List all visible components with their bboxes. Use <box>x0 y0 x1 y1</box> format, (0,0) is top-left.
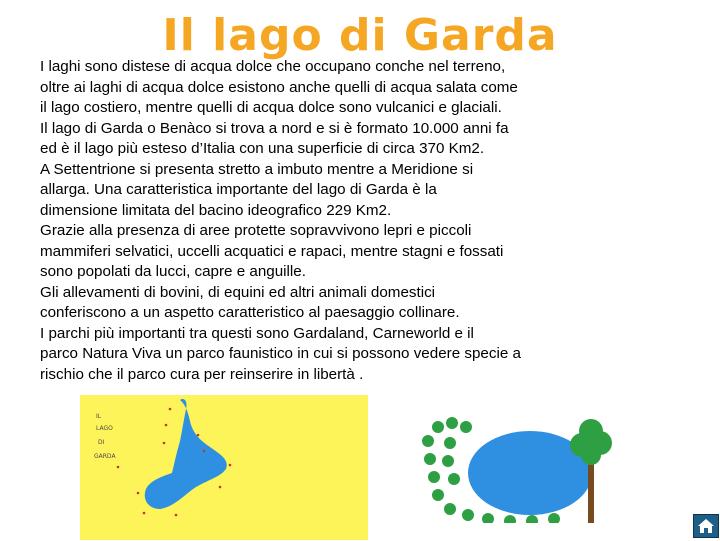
map-label: LAGO <box>96 425 113 432</box>
lake-map-image <box>80 395 368 540</box>
tree <box>428 471 440 483</box>
tree-trunk <box>588 459 594 523</box>
lake-shape <box>145 399 227 509</box>
map-label: IL <box>96 413 102 420</box>
body-line: sono popolati da lucci, capre e anguille. <box>40 263 306 280</box>
tree <box>444 503 456 515</box>
body-line: I laghi sono distese di acqua dolce che occupano conche nel terreno, <box>40 58 506 75</box>
body-line: A Settentrione si presenta stretto a imbuto mentre a Meridione si <box>40 160 474 178</box>
tree <box>424 453 436 465</box>
town-dot <box>137 492 140 495</box>
body-line: Gli allevamenti di bovini, di equini ed altri animali domestici <box>40 283 436 301</box>
tree <box>446 417 458 429</box>
home-icon-glyph <box>694 515 718 537</box>
tree <box>504 515 516 523</box>
park-drawing <box>420 415 655 523</box>
town-dot <box>163 442 166 445</box>
tree <box>548 513 560 523</box>
town-dot <box>229 464 232 467</box>
tree <box>444 437 456 449</box>
map-label: DI <box>98 439 105 446</box>
town-dot <box>169 408 172 411</box>
lake-map-drawing <box>80 395 368 540</box>
tree <box>432 421 444 433</box>
town-dot <box>143 512 146 515</box>
body-line: ed è il lago più esteso d’Italia con una superficie di circa 370 Km2. <box>40 140 485 157</box>
body-line: mammiferi selvatici, uccelli acquatici e rapaci, mentre stagni e fossati <box>40 242 504 260</box>
body-line: allarga. Una caratteristica importante del lago di Garda è la <box>40 181 437 198</box>
body-line: I parchi più importanti tra questi sono Gardaland, Carneworld e il <box>40 324 474 342</box>
body-line: dimensione limitata del bacino ideografico 229 Km2. <box>40 201 392 219</box>
body-line: rischio che il parco cura per reinserire in libertà . <box>40 365 364 383</box>
town-dot <box>117 466 120 469</box>
body-line: parco Natura Viva un parco faunistico in cui si possono vedere specie a <box>40 345 521 362</box>
tree <box>422 435 434 447</box>
tree <box>442 455 454 467</box>
town-dot <box>203 450 206 453</box>
tree <box>448 473 460 485</box>
body-line: oltre ai laghi di acqua dolce esistono anche quelli di acqua salata come <box>40 78 518 96</box>
tree <box>460 421 472 433</box>
town-dot <box>165 424 168 427</box>
body-line: Grazie alla presenza di aree protette sopravvivono lepri e piccoli <box>40 222 472 239</box>
body-line: Il lago di Garda o Benàco si trova a nord e si è formato 10.000 anni fa <box>40 119 509 137</box>
tree <box>462 509 474 521</box>
crown-part <box>579 419 603 443</box>
body-line: il lago costiero, mentre quelli di acqua dolce sono vulcanici e glaciali. <box>40 99 502 116</box>
body-line: conferiscono a un aspetto caratteristico al paesaggio collinare. <box>40 304 460 321</box>
map-label: GARDA <box>94 453 116 460</box>
slide-body <box>40 57 680 385</box>
slide-title: Il lago di Garda <box>162 10 558 61</box>
town-dot <box>197 434 200 437</box>
home-icon[interactable] <box>693 514 719 538</box>
town-dot <box>175 514 178 517</box>
tree <box>526 515 538 523</box>
park-drawing-svg <box>420 415 655 523</box>
tree <box>432 489 444 501</box>
town-dot <box>219 486 222 489</box>
crown-part <box>581 445 601 465</box>
tree <box>482 513 494 523</box>
